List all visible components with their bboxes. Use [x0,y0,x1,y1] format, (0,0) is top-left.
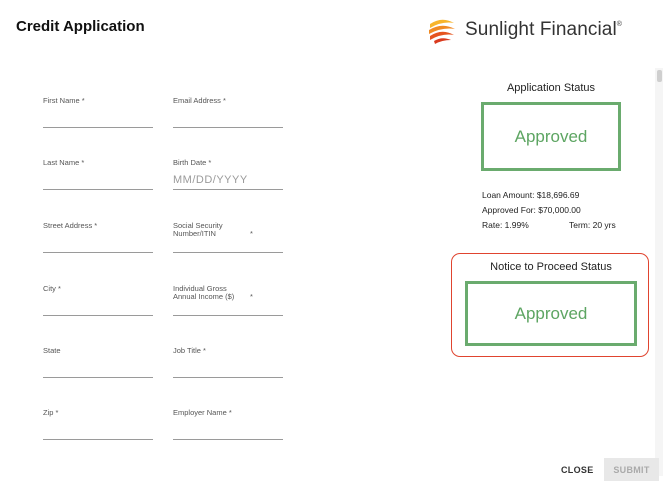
ssn-required-star: * [250,229,253,238]
close-button[interactable]: CLOSE [561,465,594,475]
application-status-text: Approved [514,126,588,146]
last-name-label: Last Name * [43,158,85,167]
zip-label: Zip * [43,408,59,417]
zip-input[interactable] [43,439,153,440]
income-required-star: * [250,292,253,301]
scrollbar-thumb[interactable] [657,70,662,82]
ssn-label-line1: Social Security [173,221,223,230]
email-input[interactable] [173,127,283,128]
city-label: City * [43,284,61,293]
employer-label: Employer Name * [173,408,232,417]
street-address-input[interactable] [43,252,153,253]
brand-logo [426,14,622,46]
page-title: Credit Application [16,18,145,35]
application-status-title: Application Status [506,82,596,94]
birth-date-label: Birth Date * [173,158,212,167]
term: Term: 20 yrs [569,220,616,230]
approved-for: Approved For: $70,000.00 [482,205,581,215]
ssn-label-line2: Number/ITIN [173,229,216,238]
loan-amount: Loan Amount: $18,696.69 [482,190,580,200]
email-label: Email Address * [173,96,226,105]
income-label-line1: Individual Gross [173,284,227,293]
notice-status-title: Notice to Proceed Status [490,261,612,273]
ssn-input[interactable] [173,252,283,253]
state-label: State [43,346,61,355]
job-title-input[interactable] [173,377,283,378]
scrollbar-track[interactable] [655,68,663,476]
income-input[interactable] [173,315,283,316]
sunlight-logo-icon [426,14,458,46]
birth-date-placeholder: MM/DD/YYYY [173,174,248,186]
last-name-input[interactable] [43,189,153,190]
notice-status-badge [465,281,637,346]
employer-input[interactable] [173,439,283,440]
income-label-line2: Annual Income ($) [173,292,235,301]
birth-date-input[interactable] [173,189,283,190]
job-title-label: Job Title * [173,346,206,355]
submit-button[interactable]: SUBMIT [604,458,659,481]
first-name-input[interactable] [43,127,153,128]
state-input[interactable] [43,377,153,378]
registered-mark: ® [616,21,623,28]
brand-name: Sunlight Financial® [465,19,623,40]
first-name-label: First Name * [43,96,85,105]
city-input[interactable] [43,315,153,316]
notice-status-text: Approved [514,303,588,323]
rate: Rate: 1.99% [482,220,529,230]
street-address-label: Street Address * [43,221,98,230]
application-status-badge [481,102,621,171]
